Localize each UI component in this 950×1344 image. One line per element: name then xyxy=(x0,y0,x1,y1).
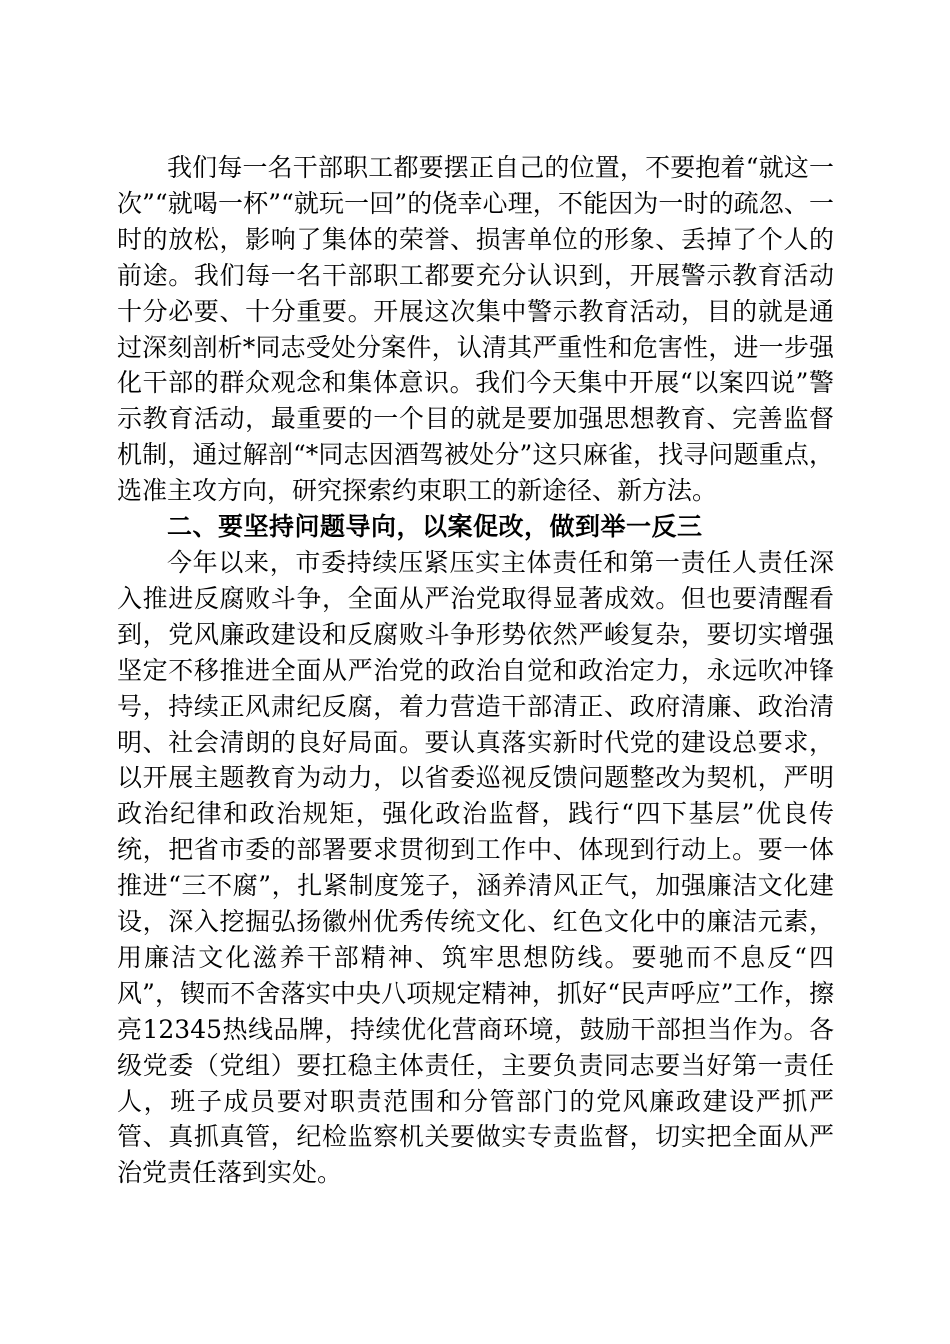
paragraph-party-governance: 今年以来，市委持续压紧压实主体责任和第一责任人责任深入推进反腐败斗争，全面从严治党取得显著成效。但也要清醒看到，党风廉政建设和反腐败斗争形势依然严峻复杂，要切实增强坚定不移推进全面从严治党的政治自觉和政治定力，永远吹冲锋号，持续正风肃纪反腐，着力营造干部清正、政府清廉、政治清明、社会清朗的良好局面。要认真落实新时代党的建设总要求，以开展主题教育为动力，以省委巡视反馈问题整改为契机，严明政治纪律和政治规矩，强化政治监督，践行“四下基层”优良传统，把省市委的部署要求贯彻到工作中、体现到行动上。要一体推进“三不腐”，扎紧制度笼子，涵养清风正气，加强廉洁文化建设，深入挖掘弘扬徽州优秀传统文化、红色文化中的廉洁元素，用廉洁文化滋养干部精神、筑牢思想防线。要驰而不息反“四风”，锲而不舍落实中央八项规定精神，抓好“民声呼应”工作，擦亮12345热线品牌，持续优化营商环境，鼓励干部担当作为。各级党委（党组）要扛稳主体责任，主要负责同志要当好第一责任人，班子成员要对职责范围和分管部门的党风廉政建设严抓严管、真抓真管，纪检监察机关要做实专责监督，切实把全面从严治党责任落到实处。 xyxy=(117,547,834,1188)
paragraph-discipline-awareness: 我们每一名干部职工都要摆正自己的位置，不要抱着“就这一次”“就喝一杯”“就玩一回”的侥幸心理，不能因为一时的疏忽、一时的放松，影响了集体的荣誉、损害单位的形象、丢掉了个人的前途。我们每一名干部职工都要充分认识到，开展警示教育活动十分必要、十分重要。开展这次集中警示教育活动，目的就是通过深刻剖析*同志受处分案件，认清其严重性和危害性，进一步强化干部的群众观念和集体意识。我们今天集中开展“以案四说”警示教育活动，最重要的一个目的就是要加强思想教育、完善监督机制，通过解剖“*同志因酒驾被处分”这只麻雀，找寻问题重点，选准主攻方向，研究探索约束职工的新途径、新方法。 xyxy=(117,153,834,506)
document-body xyxy=(117,150,834,1191)
section-heading-problem-oriented: 二、要坚持问题导向，以案促改，做到举一反三 xyxy=(167,512,703,542)
